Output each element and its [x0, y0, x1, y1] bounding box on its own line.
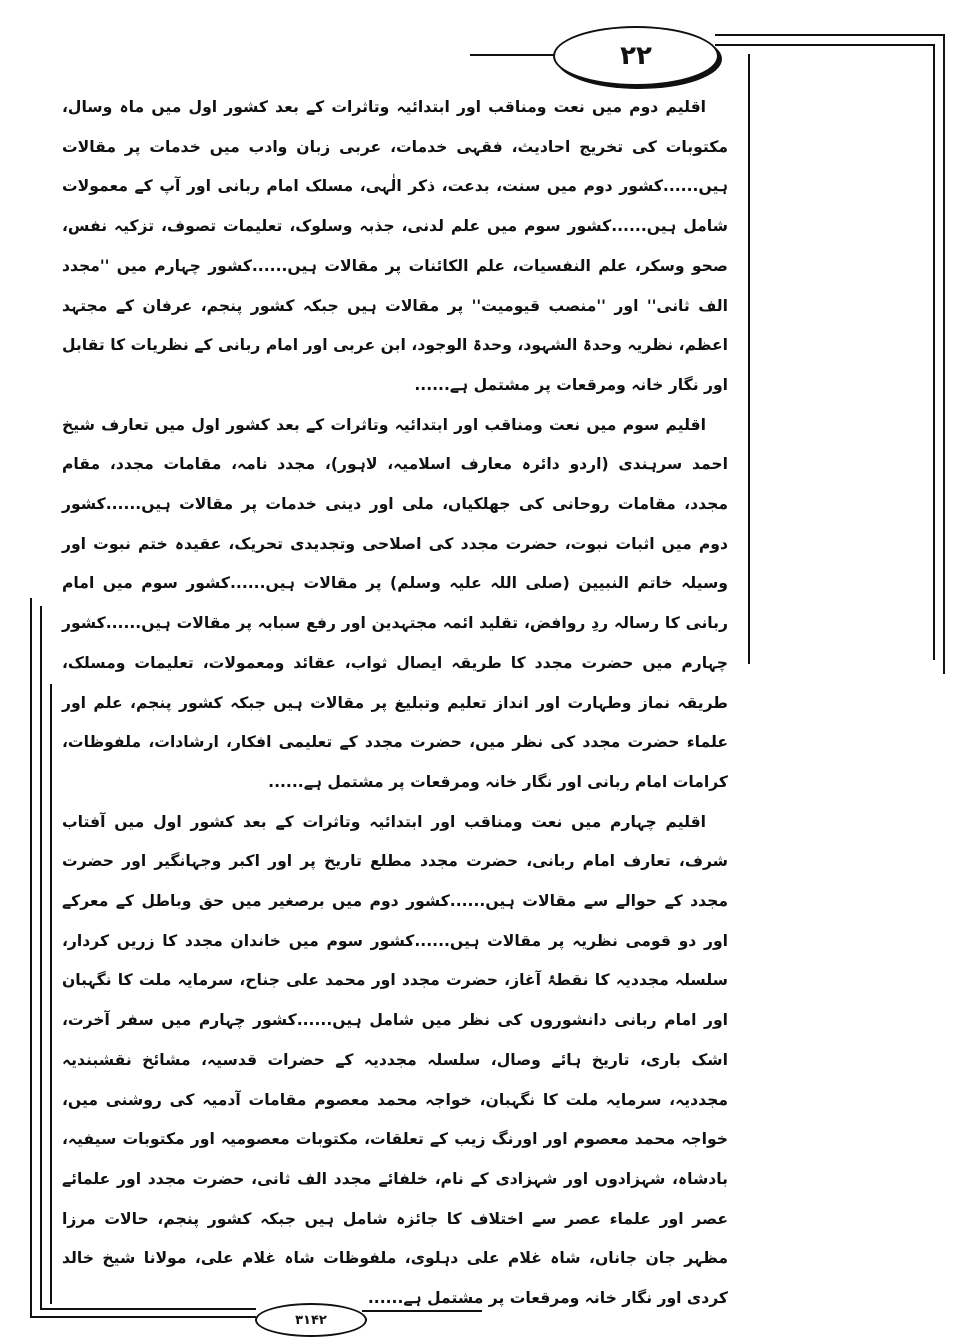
article-body [62, 88, 728, 1319]
frame-right-third [748, 54, 750, 664]
frame-left-outer [30, 598, 32, 1318]
paragraph-aqleem-dom: اقلیم دوم میں نعت ومناقب اور ابتدائیہ وتاثرات کے بعد کشور اول میں ماہ وسال، مکتوبات کی تخریج احادیث، فقہی خدمات، عربی زبان وادب میں خدمات پر مقالات ہیں......کشور دوم میں سنت، بدعت، ذکر الٰہی، مسلک امام ربانی اور آپ کے معمولات شامل ہیں......کشور سوم میں علم لدنی، جذبہ وسلوک، تعلیمات تصوف، تزکیہ نفس، صحو وسکر، علم النفسیات، علم الکائنات پر مقالات ہیں......کشور چہارم میں ''مجدد الف ثانی'' اور ''منصب قیومیت'' پر مقالات ہیں جبکہ کشور پنجم، عرفان کے مجتہد اعظم، نظریہ وحدۃ الشہود، وحدۃ الوجود، ابن عربی اور امام ربانی کے نظریات کا تقابل اور نگار خانہ ومرقعات پر مشتمل ہے...... [62, 98, 728, 394]
frame-left-inner [40, 606, 42, 1310]
frame-left-third [50, 684, 52, 1304]
paragraph-aqleem-chaharam: اقلیم چہارم میں نعت ومناقب اور ابتدائیہ وتاثرات کے بعد کشور اول میں آفتاب شرف، تعارف امام ربانی، حضرت مجدد مطلع تاریخ پر اور اکبر وجہانگیر اور حضرت مجدد کے حوالے سے مقالات ہیں......کشور دوم میں برصغیر میں حق وباطل کے معرکے اور دو قومی نظریہ پر مقالات ہیں......کشور سوم میں خاندان مجدد کا زریں کردار، سلسلہ مجددیہ کا نقطۂ آغاز، حضرت مجدد اور محمد علی جناح، سرمایہ ملت کا نگہبان اور امام ربانی دانشوروں کی نظر میں شامل ہیں......کشور چہارم میں سفر آخرت، اشک باری، تاریخ ہائے وصال، سلسلہ مجددیہ کے حضرات قدسیہ، مشائخ نقشبندیہ مجددیہ، سرمایہ ملت کا نگہبان، خواجہ محمد معصوم مقامات آدمیہ کی روشنی میں، خواجہ محمد معصوم اور اورنگ زیب کے تعلقات، مکتوبات معصومیہ اور مکتوبات سیفیہ، بادشاہ، شہزادوں اور شہزادی کے نام، خلفائے مجدد الف ثانی، حضرت مجدد اور علمائے عصر اور علماء عصر سے اختلاف کا جائزہ شامل ہیں جبکہ کشور پنجم، حالات مرزا مظہر جان جاناں، شاہ غلام علی دہلوی، ملفوظات شاہ غلام علی، مولانا شیخ خالد کردی اور نگار خانہ ومرقعات پر مشتمل ہے...... [62, 812, 728, 1308]
frame-right-inner [933, 44, 935, 660]
page-number: ۲۲ [620, 41, 652, 71]
frame-top-line-outer [715, 34, 945, 36]
frame-right-outer [943, 34, 945, 674]
page-number-badge [553, 26, 719, 86]
footer-code: ۳۱۴۲ [295, 1312, 327, 1328]
footer-code-badge [255, 1303, 367, 1337]
frame-top-line-left [470, 54, 554, 56]
frame-top-line-inner [715, 44, 935, 46]
paragraph-aqleem-som: اقلیم سوم میں نعت ومناقب اور ابتدائیہ وتاثرات کے بعد کشور اول میں تعارف شیخ احمد سرہندی (اردو دائرہ معارف اسلامیہ، لاہور)، مجدد نامہ، مقامات مجدد، مقام مجدد، مقامات روحانی کی جھلکیاں، ملی اور دینی خدمات پر مقالات ہیں......کشور دوم میں اثبات نبوت، حضرت مجدد کی اصلاحی وتجدیدی تحریک، عقیدہ ختم نبوت اور وسیلہ خاتم النبیین (صلی اللہ علیہ وسلم) پر مقالات ہیں......کشور سوم میں امام ربانی کا رسالہ ردِ روافض، تقلید ائمہ مجتہدین اور رفع سبابہ پر مقالات ہیں......کشور چہارم میں حضرت مجدد کا طریقہ ایصال ثواب، عقائد ومعمولات، تعلیمات ومسلک، طریقہ نماز وطہارت اور انداز تعلیم وتبلیغ پر مقالات ہیں جبکہ کشور پنجم، علم اور علماء حضرت مجدد کی نظر میں، حضرت مجدد کے تعلیمی افکار، ارشادات، ملفوظات، کرامات امام ربانی اور نگار خانہ ومرقعات پر مشتمل ہے...... [62, 415, 728, 791]
